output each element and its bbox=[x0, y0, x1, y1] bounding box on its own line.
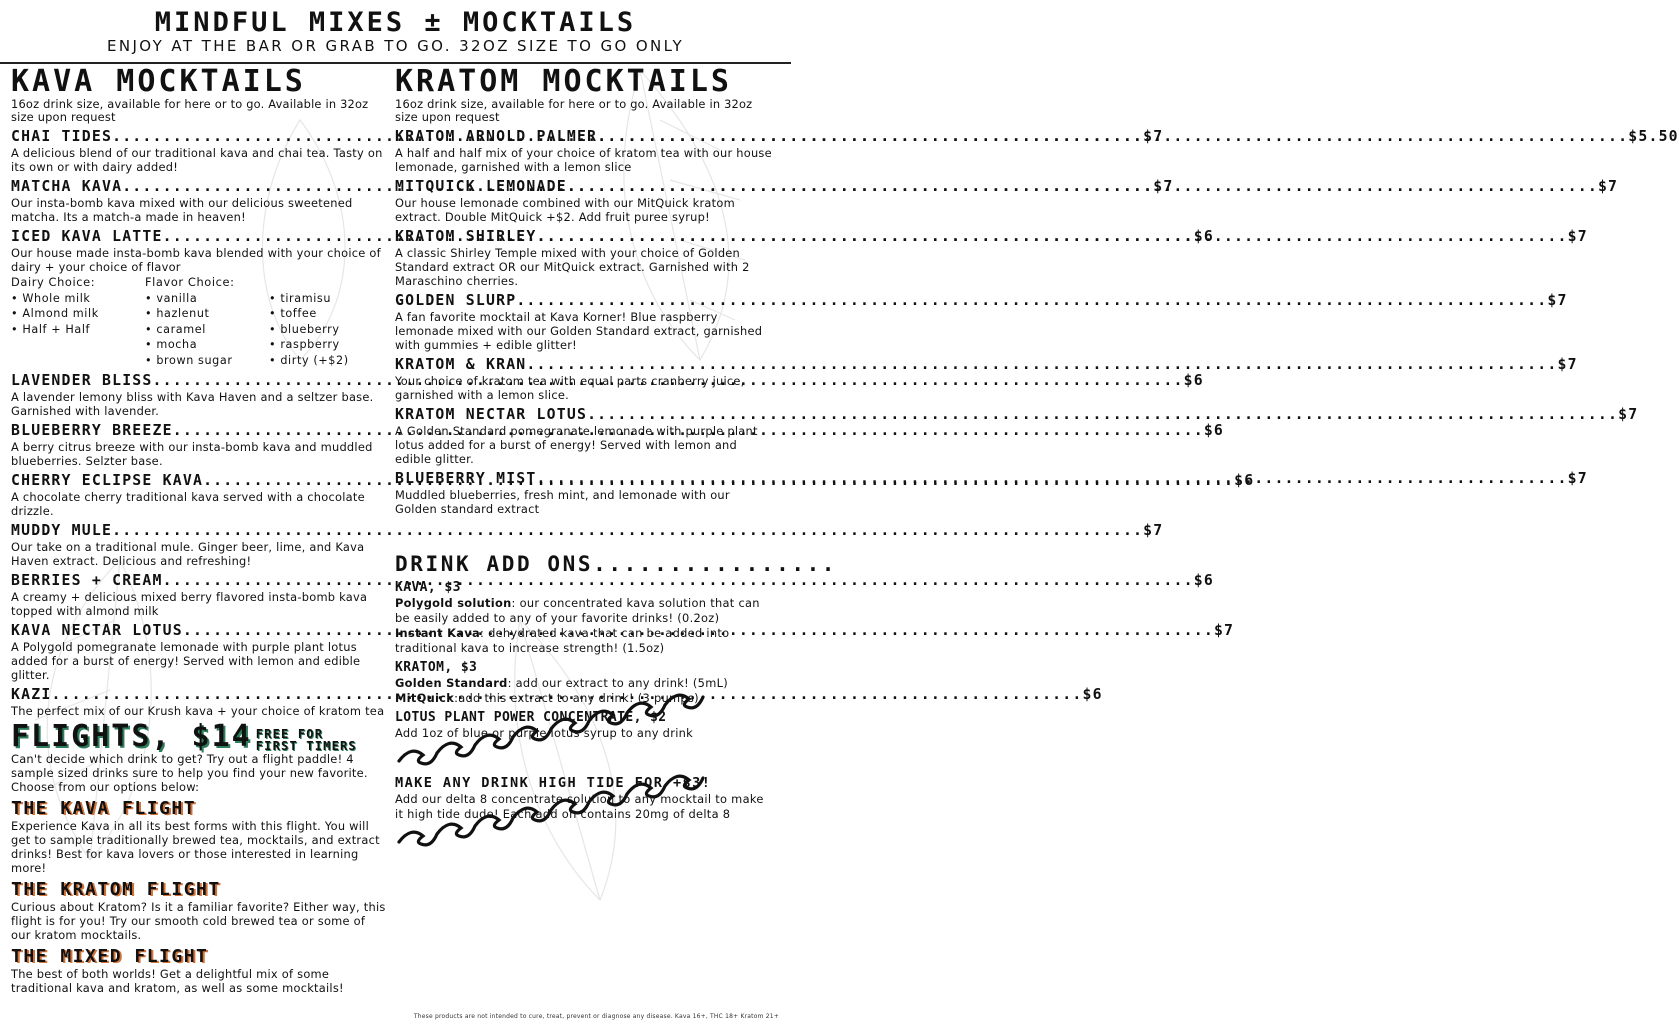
item-description: Your choice of kratom tea with equal parts cranberry juice, garnished with a lemon slice. bbox=[395, 374, 745, 402]
item-price: $7 bbox=[1153, 178, 1174, 195]
addon-keyword: Instant Kava bbox=[395, 626, 481, 640]
kratom-section-title: KRATOM MOCKTAILS bbox=[395, 64, 732, 99]
option-item: • mocha bbox=[145, 337, 263, 353]
item-price: $6 bbox=[1082, 686, 1103, 703]
free-line-1: FREE FOR bbox=[255, 727, 324, 741]
item-description: A Polygold pomegranate lemonade with purple plant lotus added for a burst of energy! Served with lemon and edible glitter. bbox=[11, 640, 361, 682]
menu-title: MINDFUL MIXES ± MOCKTAILS bbox=[154, 7, 637, 38]
addon-kratom-line bbox=[395, 676, 775, 691]
dot-leader bbox=[516, 292, 1547, 310]
item-price: $7 bbox=[1618, 406, 1639, 423]
option-item: • toffee bbox=[269, 306, 349, 322]
item-description: A half and half mix of your choice of kratom tea with our house lemonade, garnished with a lemon slice bbox=[395, 146, 772, 174]
item-price: $6 bbox=[1193, 228, 1214, 245]
item-description: A lavender lemony bliss with Kava Haven and a seltzer base. Garnished with lavender. bbox=[11, 390, 374, 418]
dot-leader bbox=[537, 470, 1568, 488]
flights-heading bbox=[11, 719, 386, 754]
addon-text: : dehydrated kava that can be added into traditional kava to increase strength! (1.5oz) bbox=[395, 626, 730, 655]
flights-title: FLIGHTS, $14 bbox=[11, 719, 252, 754]
addons-title: DRINK ADD ONS................ bbox=[395, 552, 838, 576]
menu-item-kratom-kran bbox=[395, 356, 1578, 402]
addon-text: :add this extract to any drink! (3 pumps) bbox=[454, 691, 699, 705]
option-item: • dirty (+$2) bbox=[269, 353, 349, 369]
menu-item-mitquick-lemonade bbox=[395, 178, 1619, 224]
item-price: $7 bbox=[1557, 356, 1578, 373]
addon-keyword: Golden Standard bbox=[395, 676, 508, 690]
item-name: KRATOM NECTAR LOTUS bbox=[395, 406, 588, 423]
flight-mixed-title: THE MIXED FLIGHT bbox=[11, 946, 209, 967]
item-name: GOLDEN SLURP bbox=[395, 292, 517, 309]
addon-text: : our concentrated kava solution that can be easily added to any of your favorite drinks! (0.2oz) bbox=[395, 596, 760, 625]
option-item: • Half + Half bbox=[11, 322, 135, 338]
item-description: A Golden Standard pomegranate lemonade with purple plant lotus added for a burst of energy! Served with lemon and edible glitter. bbox=[395, 424, 758, 466]
addon-kava-line bbox=[395, 596, 775, 626]
addon-kratom-head: KRATOM, $3 bbox=[395, 660, 478, 675]
dot-leader bbox=[526, 356, 1557, 374]
disclaimer: These products are not intended to cure, treat, prevent or diagnose any disease. Kava 16+, THC 18+ Kratom 21+ bbox=[413, 1013, 779, 1020]
option-item: • Almond milk bbox=[11, 306, 135, 322]
hightide-text: Add our delta 8 concentrate solution to any mocktail to make it high tide dude! Each add on contains 20mg of delta 8 bbox=[395, 792, 764, 821]
item-description: A classic Shirley Temple mixed with your choice of Golden Standard extract OR our MitQuick extract. Garnished with 2 Maraschino cherries. bbox=[395, 246, 750, 288]
flight-kratom-title: THE KRATOM FLIGHT bbox=[11, 879, 221, 900]
option-item: • raspberry bbox=[269, 337, 349, 353]
item-name: ICED KAVA LATTE bbox=[11, 228, 163, 245]
addon-keyword: MitQuick bbox=[395, 691, 455, 705]
item-description: Our house lemonade combined with our MitQuick kratom extract. Double MitQuick +$2. Add fruit puree syrup! bbox=[395, 196, 735, 224]
option-item: • tiramisu bbox=[269, 291, 349, 307]
item-price: $7 bbox=[1567, 470, 1588, 487]
item-description: The perfect mix of our Krush kava + your choice of kratom tea bbox=[11, 704, 385, 718]
addon-lotus-text: Add 1oz of blue or purple lotus syrup to any drink bbox=[395, 726, 694, 740]
item-description: Our house made insta-bomb kava blended with your choice of dairy + your choice of flavor bbox=[11, 246, 381, 274]
item-description: Our take on a traditional mule. Ginger beer, lime, and Kava Haven extract. Delicious and refreshing! bbox=[11, 540, 365, 568]
dot-leader bbox=[567, 178, 1598, 196]
option-item: • caramel bbox=[145, 322, 263, 338]
option-item: • brown sugar bbox=[145, 353, 263, 369]
item-price: $6 bbox=[1183, 372, 1204, 389]
flights-intro: Can't decide which drink to get? Try out a flight paddle! 4 sample sized drinks sure to help you find your new favorite. Choose from our options below: bbox=[11, 752, 368, 794]
flight-kava-title: THE KAVA FLIGHT bbox=[11, 798, 197, 819]
option-item: • Whole milk bbox=[11, 291, 135, 307]
item-name: BLUEBERRY BREEZE bbox=[11, 422, 173, 439]
flight-kratom-desc: Curious about Kratom? Is it a familiar favorite? Either way, this flight is for you! Try our smooth cold brewed tea or some of our kratom mocktails. bbox=[11, 900, 386, 942]
menu-item-kratom-shirley bbox=[395, 228, 1588, 288]
item-price: $6 bbox=[1193, 572, 1214, 589]
item-price: $7 bbox=[1143, 522, 1164, 539]
item-description: Muddled blueberries, fresh mint, and lemonade with our Golden standard extract bbox=[395, 488, 730, 516]
menu-item-kratom-arnold-palmer bbox=[395, 128, 1679, 174]
item-name: KRATOM & KRAN bbox=[395, 356, 527, 373]
flights-free-note bbox=[256, 728, 357, 752]
flight-kava-desc: Experience Kava in all its best forms with this flight. You will get to sample traditionally brewed tea, mocktails, and extract drinks! Best for kava lovers or those interested in learning more! bbox=[11, 819, 380, 875]
addon-text: : add our extract to any drink! (5mL) bbox=[507, 676, 729, 690]
item-price: $6 bbox=[1234, 472, 1255, 489]
item-price: $7 bbox=[1213, 622, 1235, 639]
addon-kava-head: KAVA, $3 bbox=[395, 580, 461, 595]
menu-item-kratom-nectar-lotus bbox=[395, 406, 1639, 466]
flavor-label: Flavor Choice: bbox=[145, 275, 235, 289]
item-name: MITQUICK LEMONADE bbox=[395, 178, 567, 195]
addon-kava-line bbox=[395, 626, 775, 656]
dot-leader bbox=[537, 228, 1568, 246]
kava-section-note: 16oz drink size, available for here or to go. Available in 32oz size upon request bbox=[11, 97, 369, 124]
flavor-choices bbox=[145, 275, 263, 368]
item-name: MUDDY MULE bbox=[11, 522, 113, 539]
item-description: A delicious blend of our traditional kava and chai tea. Tasty on its own or with dairy added! bbox=[11, 146, 383, 174]
item-price: $7 bbox=[1597, 178, 1619, 195]
free-line-2: FIRST TIMERS bbox=[255, 739, 357, 753]
item-name: MATCHA KAVA bbox=[11, 178, 123, 195]
addon-lotus-head: LOTUS PLANT POWER CONCENTRATE, $2 bbox=[395, 710, 667, 725]
item-name: KRATOM ARNOLD PALMER bbox=[395, 128, 598, 145]
menu-header bbox=[0, 0, 791, 55]
kava-section-title: KAVA MOCKTAILS bbox=[11, 64, 306, 99]
item-name: KAVA NECTAR LOTUS bbox=[11, 622, 183, 639]
item-name: LAVENDER BLISS bbox=[11, 372, 153, 389]
menu-item-blueberry-mist bbox=[395, 470, 1588, 516]
item-description: A chocolate cherry traditional kava served with a chocolate drizzle. bbox=[11, 490, 365, 518]
hightide-head: MAKE ANY DRINK HIGH TIDE FOR +$3! bbox=[395, 775, 712, 791]
item-description: Our insta-bomb kava mixed with our delicious sweetened matcha. Its a match-a made in heaven! bbox=[11, 196, 353, 224]
item-description: A berry citrus breeze with our insta-bomb kava and muddled blueberries. Selzter base. bbox=[11, 440, 373, 468]
wave-icon bbox=[395, 743, 765, 771]
item-name: KAZI bbox=[11, 686, 52, 703]
option-item: • blueberry bbox=[269, 322, 349, 338]
item-name: CHAI TIDES bbox=[11, 128, 113, 145]
flight-mixed-desc: The best of both worlds! Get a delightful mix of some traditional kava and kratom, as well as some mocktails! bbox=[11, 967, 344, 995]
item-price: $7 bbox=[1567, 228, 1588, 245]
flavor-choices-more bbox=[269, 275, 349, 368]
item-price: $7 bbox=[1143, 128, 1164, 145]
item-name: CHERRY ECLIPSE KAVA bbox=[11, 472, 204, 489]
menu-subtitle: ENJOY AT THE BAR OR GRAB TO GO. 32OZ SIZE TO GO ONLY bbox=[106, 37, 685, 55]
item-description: A creamy + delicious mixed berry flavored insta-bomb kava topped with almond milk bbox=[11, 590, 368, 618]
wave-icon bbox=[395, 824, 765, 852]
dairy-label: Dairy Choice: bbox=[11, 275, 96, 289]
option-item: • vanilla bbox=[145, 291, 263, 307]
addon-keyword: Polygold solution bbox=[395, 596, 512, 610]
item-price: $5.50 bbox=[1628, 128, 1679, 145]
dot-leader bbox=[597, 128, 1628, 146]
kratom-column bbox=[395, 64, 1679, 852]
addon-kratom-line bbox=[395, 691, 775, 706]
menu-item-golden-slurp bbox=[395, 292, 1568, 352]
option-item: • hazlenut bbox=[145, 306, 263, 322]
item-price: $7 bbox=[1547, 292, 1568, 309]
dairy-choices bbox=[11, 275, 135, 368]
item-description: A fan favorite mocktail at Kava Korner! Blue raspberry lemonade mixed with our Golden Standard extract, garnished with gummies + edible glitter! bbox=[395, 310, 763, 352]
item-name: BLUEBERRY MIST bbox=[395, 470, 537, 487]
dot-leader bbox=[587, 406, 1618, 424]
kratom-section-note: 16oz drink size, available for here or to go. Available in 32oz size upon request bbox=[395, 97, 753, 124]
item-name: BERRIES + CREAM bbox=[11, 572, 163, 589]
item-name: KRATOM SHIRLEY bbox=[395, 228, 537, 245]
latte-options bbox=[11, 275, 386, 368]
item-price: $6 bbox=[1203, 422, 1225, 439]
